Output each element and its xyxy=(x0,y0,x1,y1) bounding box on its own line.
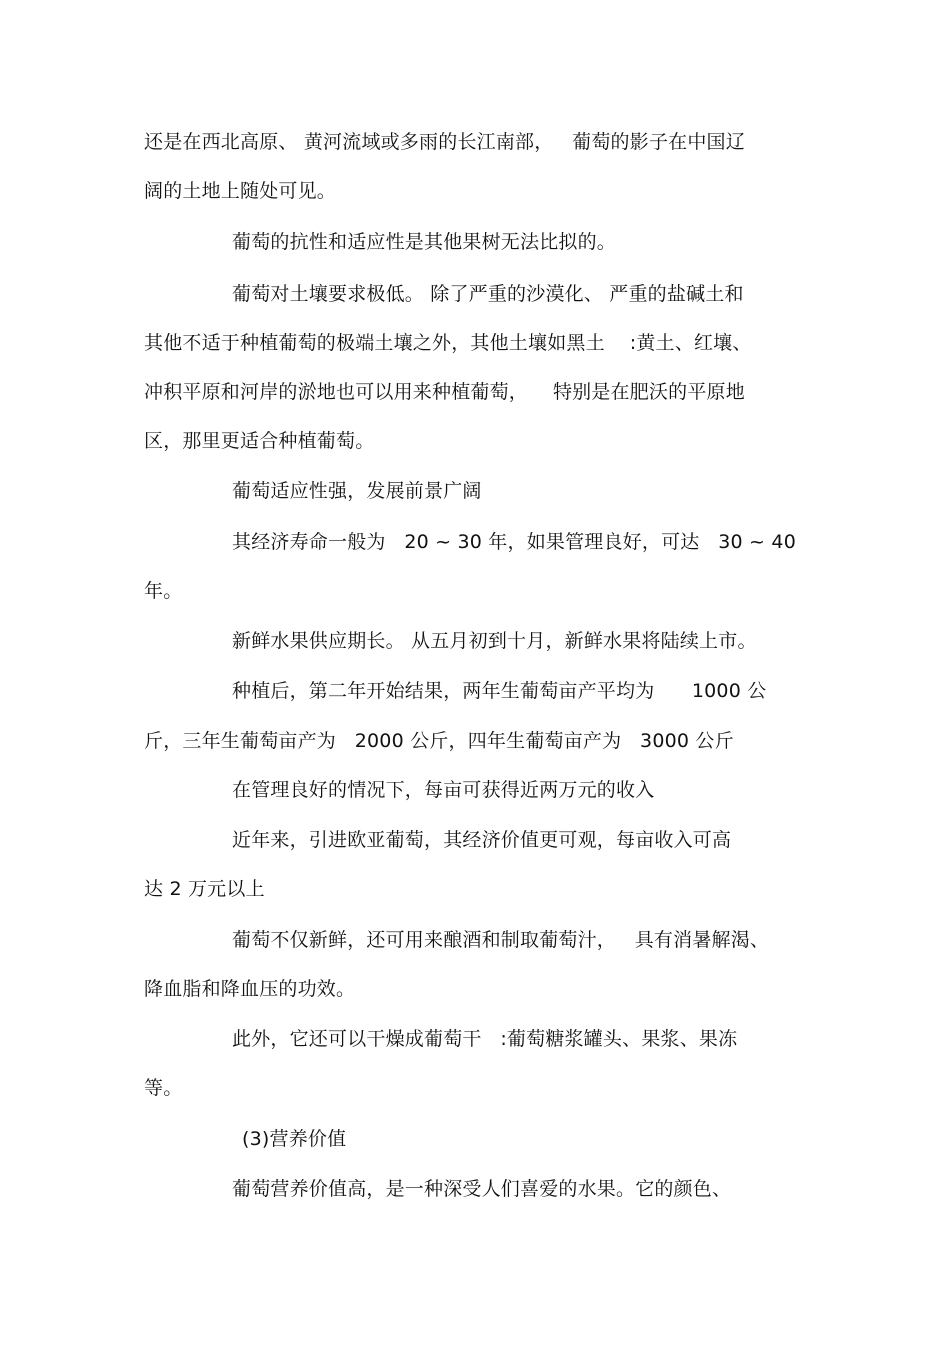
text-line: 葡萄的抗性和适应性是其他果树无法比拟的。 xyxy=(232,231,617,253)
text-line: 葡萄适应性强，发展前景广阔 xyxy=(232,480,482,502)
text-line: 还是在西北高原、 黄河流域或多雨的长江南部， 葡萄的影子在中国辽 xyxy=(144,131,745,153)
text-line: 斤，三年生葡萄亩产为 2000 公斤，四年生葡萄亩产为 3000 公斤 xyxy=(144,730,734,752)
text-line: 年。 xyxy=(144,580,183,602)
text-line: 降血脂和降血压的功效。 xyxy=(144,978,356,1000)
text-line: 种植后，第二年开始结果，两年生葡萄亩产平均为 1000 公 xyxy=(232,680,767,702)
text-line: 新鲜水果供应期长。 从五月初到十月，新鲜水果将陆续上市。 xyxy=(232,630,757,652)
text-line: 在管理良好的情况下，每亩可获得近两万元的收入 xyxy=(232,779,655,801)
text-line: 近年来，引进欧亚葡萄，其经济价值更可观，每亩收入可高 xyxy=(232,829,732,851)
text-line: 区，那里更适合种植葡萄。 xyxy=(144,430,375,452)
text-line: 冲积平原和河岸的淤地也可以用来种植葡萄， 特别是在肥沃的平原地 xyxy=(144,381,745,403)
text-line: 此外，它还可以干燥成葡萄干 :葡萄糖浆罐头、果浆、果冻 xyxy=(232,1028,738,1050)
text-line: 阔的土地上随处可见。 xyxy=(144,180,337,202)
section-heading: (3)营养价值 xyxy=(242,1128,347,1150)
text-line: 达 2 万元以上 xyxy=(144,878,265,900)
text-line: 其他不适于种植葡萄的极端土壤之外，其他土壤如黑土 :黄土、红壤、 xyxy=(144,332,752,354)
text-line: 葡萄不仅新鲜，还可用来酿酒和制取葡萄汁， 具有消暑解渴、 xyxy=(232,929,770,951)
text-line: 其经济寿命一般为 20 ~ 30 年，如果管理良好，可达 30 ~ 40 xyxy=(232,531,796,553)
text-line: 葡萄对土壤要求极低。 除了严重的沙漠化、 严重的盐碱土和 xyxy=(232,283,744,305)
text-line: 等。 xyxy=(144,1077,183,1099)
text-line: 葡萄营养价值高，是一种深受人们喜爱的水果。它的颜色、 xyxy=(232,1178,732,1200)
